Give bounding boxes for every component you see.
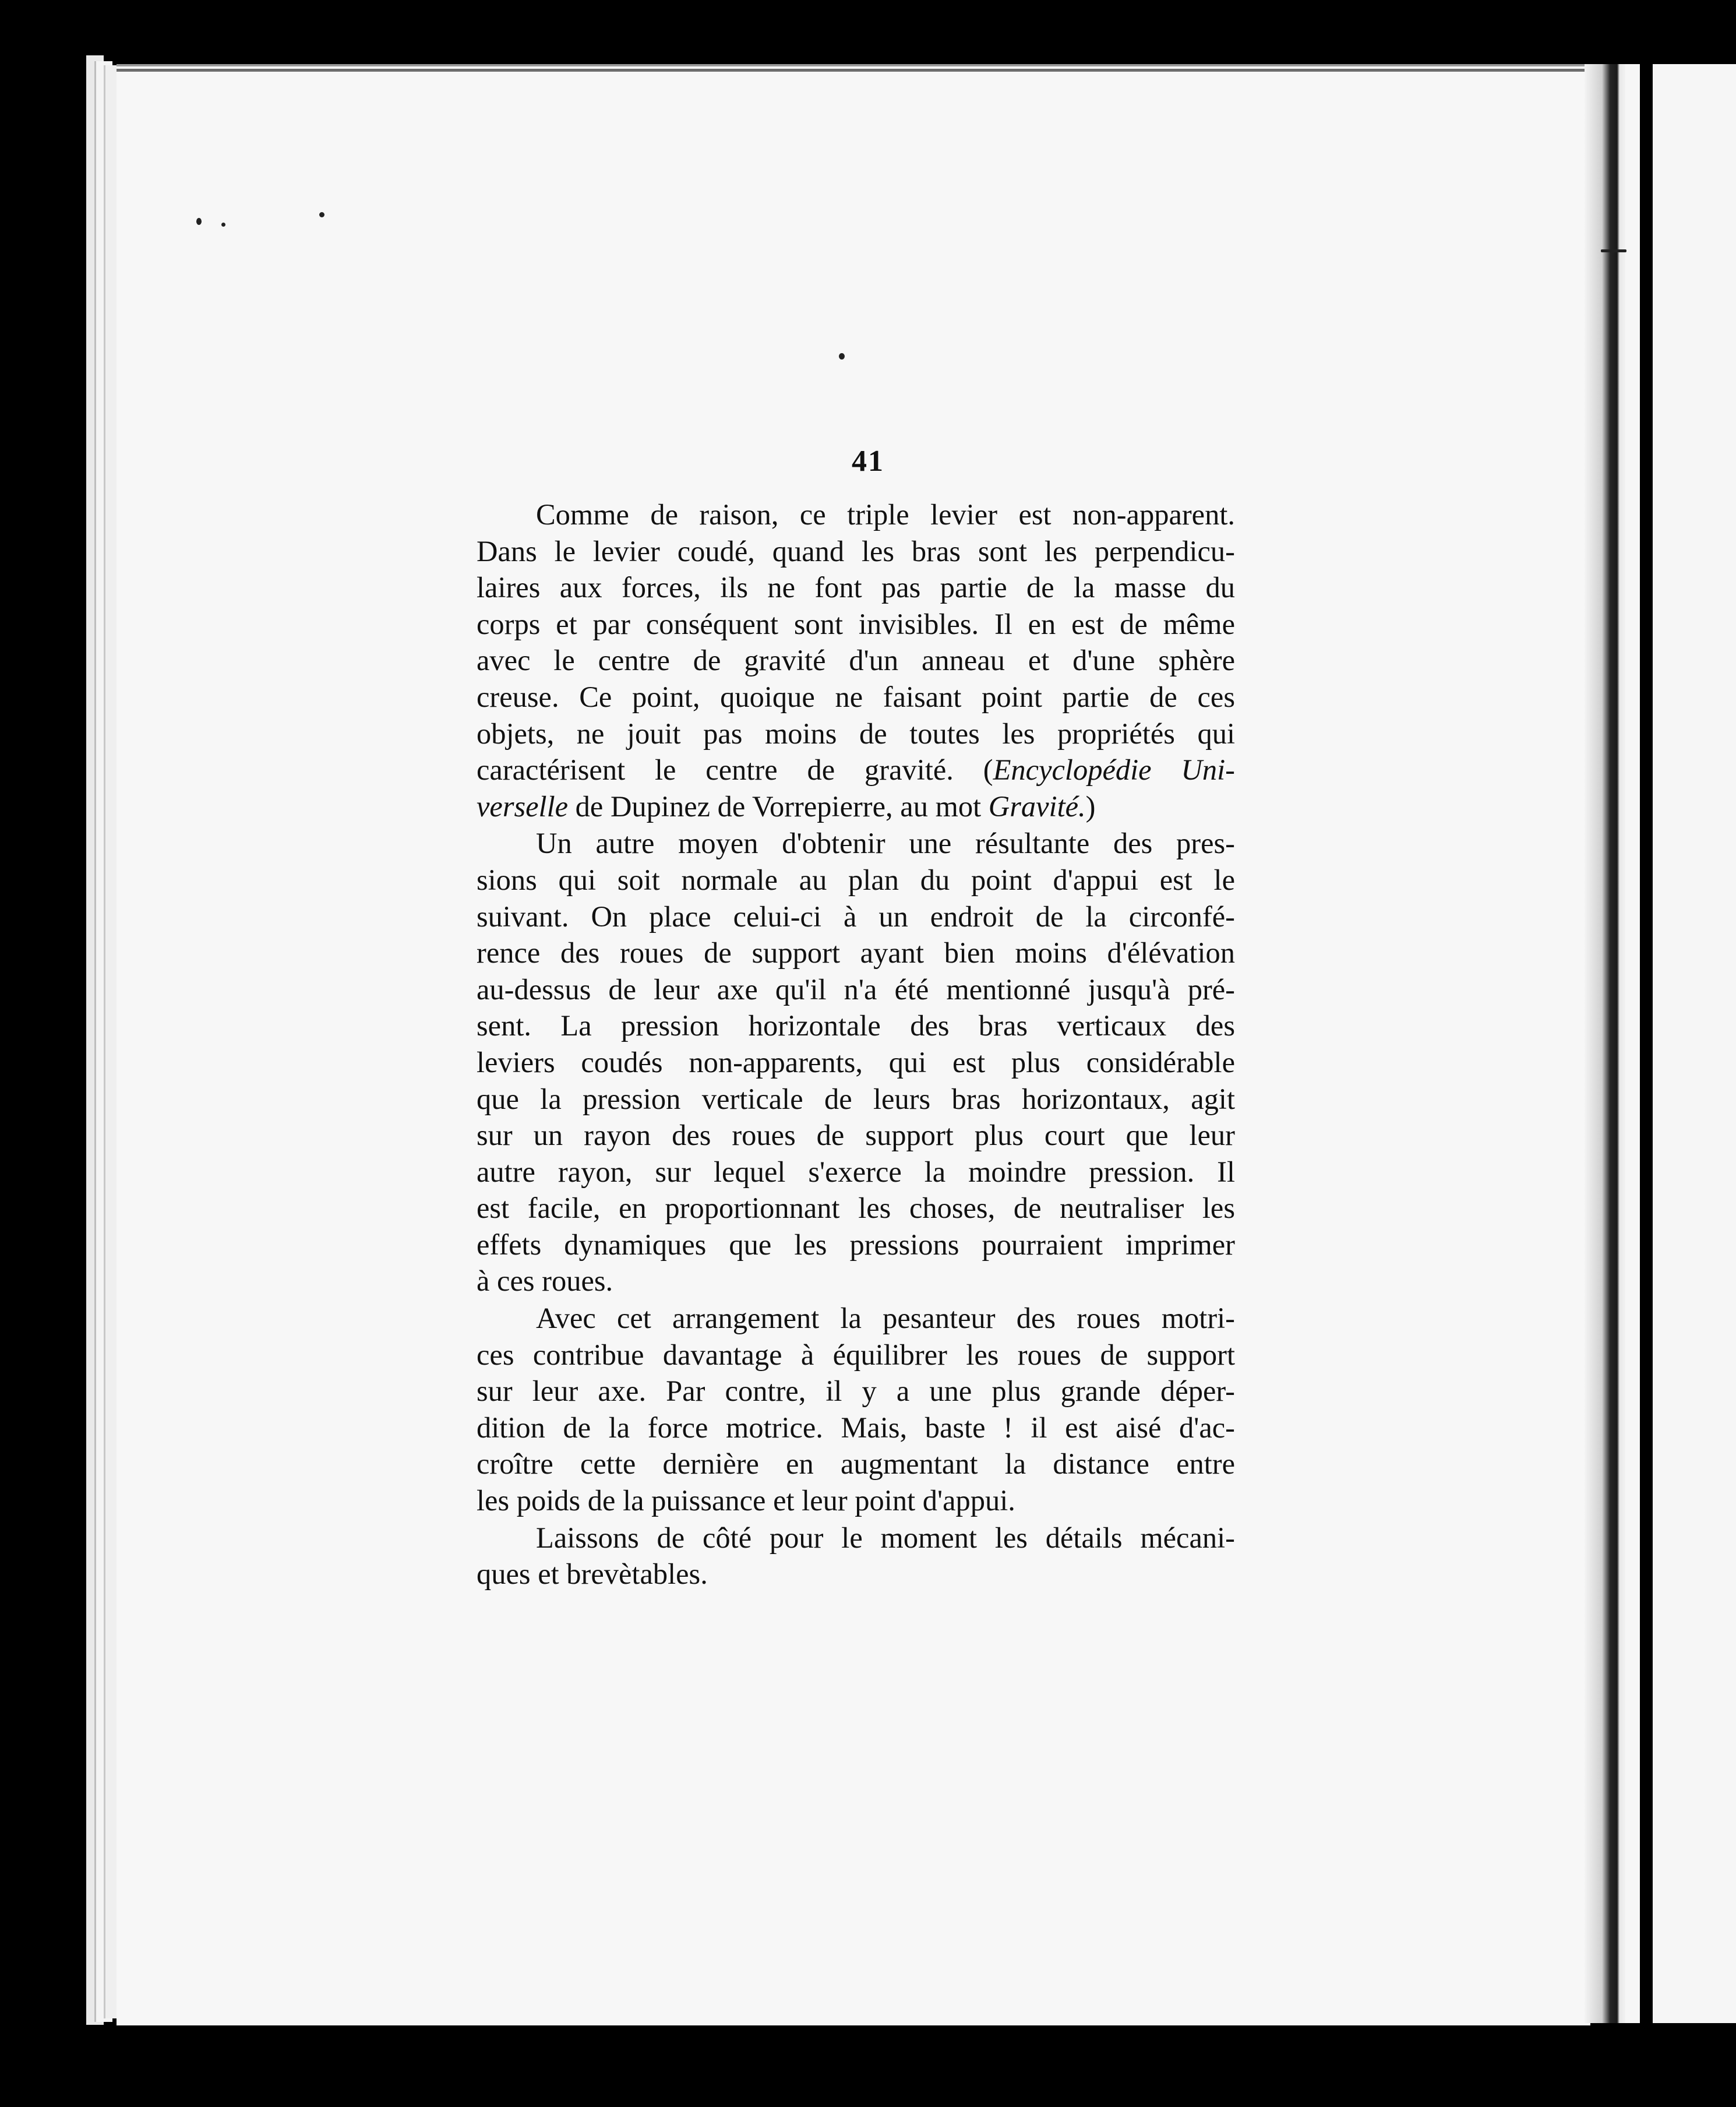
text-line: [477, 899, 1235, 935]
text-run: est facile, en proportionnant les choses, de neutraliser les: [477, 1192, 1235, 1225]
text-line: [477, 642, 1235, 679]
text-run: effets dynamiques que les pressions pourraient imprimer: [477, 1228, 1235, 1261]
text-line: [477, 935, 1235, 971]
text-line: [477, 788, 1235, 825]
book-gutter: [1585, 64, 1625, 2023]
text-line: [477, 1482, 1235, 1519]
text-run: sions qui soit normale au plan du point d'appui est le: [477, 863, 1235, 896]
paragraph: [477, 496, 1235, 825]
text-line: [477, 1556, 1235, 1592]
text-run: que la pression verticale de leurs bras horizontaux, agit: [477, 1082, 1235, 1115]
text-line: [477, 606, 1235, 643]
italic-text: Encyclopédie Uni-: [993, 753, 1235, 787]
text-line: [477, 1337, 1235, 1373]
text-run: laires aux forces, ils ne font pas partie de la masse du: [477, 571, 1235, 604]
text-line: [477, 679, 1235, 716]
text-line: [477, 1373, 1235, 1410]
text-run: autre rayon, sur lequel s'exerce la moindre pression. Il: [477, 1155, 1235, 1188]
text-run: sur leur axe. Par contre, il y a une plus grande déper-: [477, 1375, 1235, 1408]
speck: [839, 353, 845, 360]
speck: [196, 218, 202, 225]
text-run: de Dupinez de Vorrepierre, au mot: [568, 790, 989, 823]
text-line: [477, 1044, 1235, 1081]
text-line: [477, 1117, 1235, 1154]
text-run: croître cette dernière en augmentant la distance entre: [477, 1447, 1235, 1481]
paragraph: [477, 1300, 1235, 1519]
text-line: [477, 1410, 1235, 1446]
text-line: [477, 1300, 1235, 1337]
text-run: suivant. On place celui-ci à un endroit de la circonfé-: [477, 900, 1235, 933]
text-line: [477, 716, 1235, 752]
speck: [319, 212, 324, 217]
text-run: ces contribue davantage à équilibrer les roues de support: [477, 1338, 1235, 1371]
text-run: dition de la force motrice. Mais, baste ! il est aisé d'ac-: [477, 1411, 1235, 1444]
text-line: [477, 862, 1235, 899]
text-line: [477, 1446, 1235, 1482]
text-line: [477, 752, 1235, 788]
paragraph: [477, 1520, 1235, 1592]
text-run: ques et brevètables.: [477, 1558, 708, 1591]
text-run: les poids de la puissance et leur point d'appui.: [477, 1484, 1015, 1517]
text-run: caractérisent le centre de gravité. (: [477, 753, 993, 787]
text-line: [477, 1520, 1235, 1556]
text-line: [477, 533, 1235, 570]
text-run: leviers coudés non-apparents, qui est plus considérable: [477, 1045, 1235, 1079]
italic-text: Gravité.: [988, 790, 1086, 823]
body-text: [477, 496, 1235, 1592]
text-line: [477, 971, 1235, 1008]
paragraph: [477, 825, 1235, 1299]
text-run: corps et par conséquent sont invisibles. Il en est de même: [477, 607, 1235, 640]
text-line: [477, 496, 1235, 533]
text-line: [477, 1081, 1235, 1118]
text-run: au-dessus de leur axe qu'il n'a été mentionné jusqu'à pré-: [477, 973, 1235, 1006]
text-line: [477, 1263, 1235, 1299]
text-line: [477, 1007, 1235, 1044]
text-line: [477, 1190, 1235, 1227]
italic-text: verselle: [477, 790, 569, 823]
text-run: creuse. Ce point, quoique ne faisant point partie de ces: [477, 680, 1235, 713]
text-run: Un autre moyen d'obtenir une résultante des pres-: [536, 827, 1235, 860]
text-run: à ces roues.: [477, 1264, 613, 1298]
text-line: [477, 569, 1235, 606]
text-run: objets, ne jouit pas moins de toutes les propriétés qui: [477, 717, 1235, 750]
text-run: Laissons de côté pour le moment les détails mécani-: [536, 1521, 1235, 1554]
text-run: Comme de raison, ce triple levier est non-apparent.: [536, 498, 1235, 531]
text-line: [477, 1227, 1235, 1263]
text-run: sent. La pression horizontale des bras verticaux des: [477, 1009, 1235, 1042]
page-number: 41: [852, 445, 884, 478]
text-run: rence des roues de support ayant bien moins d'élévation: [477, 936, 1235, 970]
speck: [221, 223, 225, 227]
text-run: Dans le levier coudé, quand les bras sont les perpendicu-: [477, 534, 1235, 568]
text-line: [477, 1154, 1235, 1190]
text-run: Avec cet arrangement la pesanteur des roues motri-: [536, 1302, 1235, 1335]
speck: [1601, 249, 1626, 252]
text-run: avec le centre de gravité d'un anneau et d'une sphère: [477, 644, 1235, 677]
text-run: sur un rayon des roues de support plus court que leur: [477, 1119, 1235, 1152]
text-run: ): [1085, 790, 1096, 823]
facing-page-edge: [1640, 64, 1653, 2023]
page-top-edge: [117, 69, 1596, 72]
text-line: [477, 825, 1235, 862]
